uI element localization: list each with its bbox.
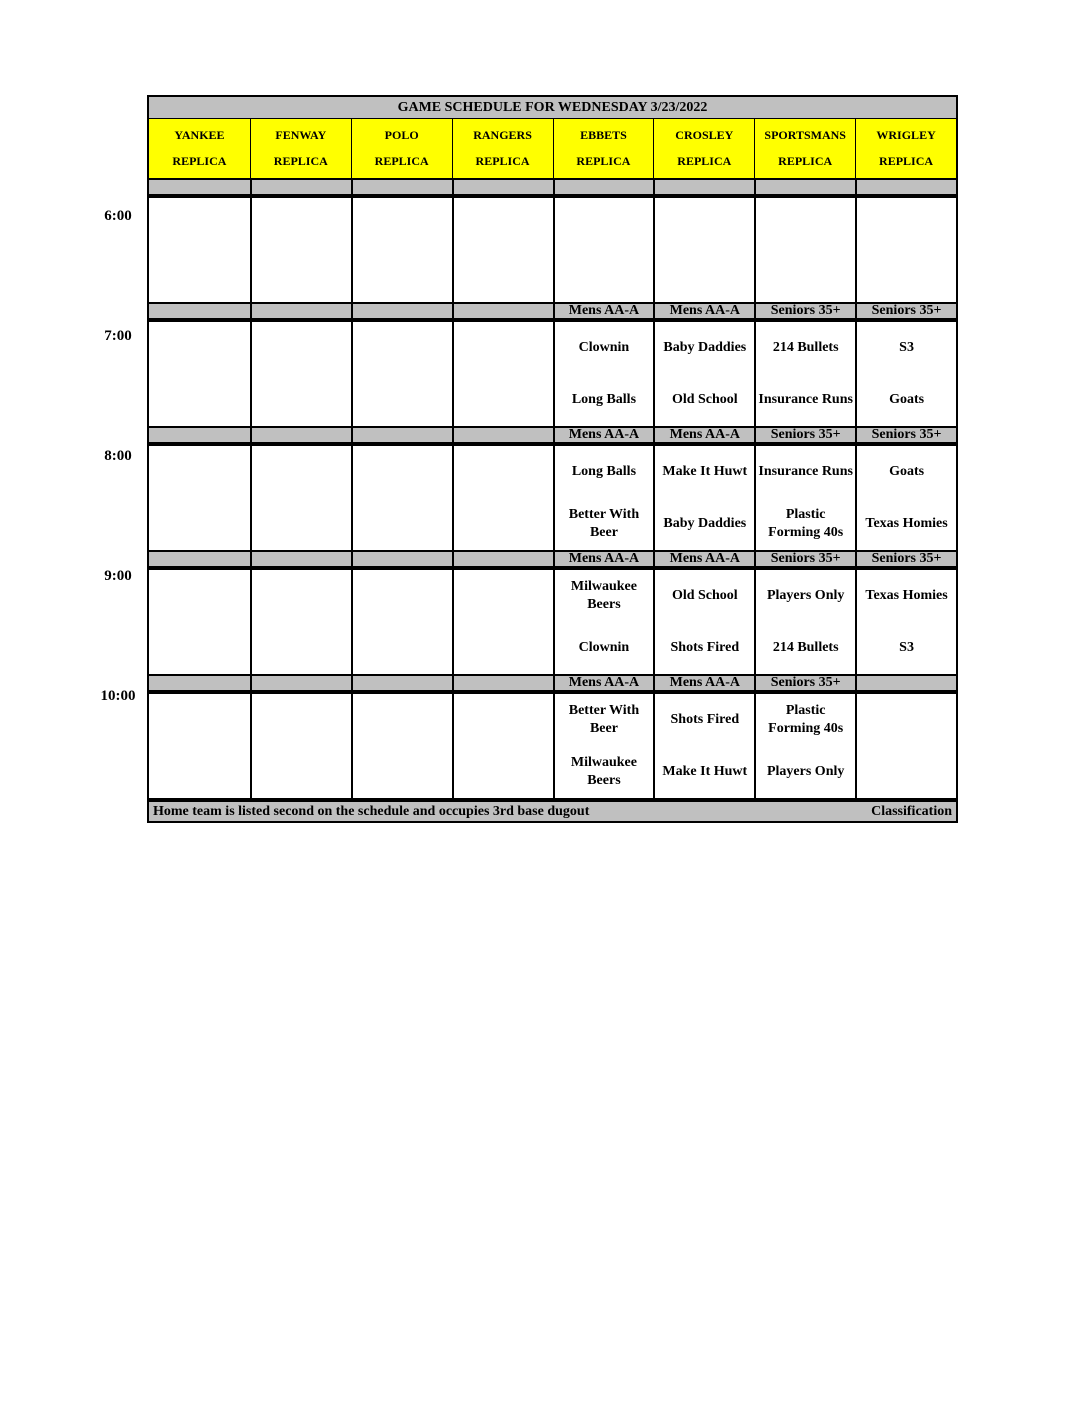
classification-cell: Mens AA-A <box>553 676 654 690</box>
visitor-team <box>252 322 351 374</box>
home-team <box>353 498 452 550</box>
home-team <box>353 746 452 798</box>
home-team <box>756 250 855 302</box>
visitor-team <box>149 322 250 374</box>
visitor-team <box>454 198 553 250</box>
game-cell <box>553 570 654 674</box>
game-cell <box>351 694 452 798</box>
classification-cell <box>452 180 553 194</box>
home-team <box>454 374 553 426</box>
field-type: REPLICA <box>879 153 934 168</box>
time-label: 6:00 <box>104 208 132 224</box>
time-label: 9:00 <box>104 568 132 584</box>
classification-cell <box>351 676 452 690</box>
field-header <box>653 119 754 178</box>
field-type: REPLICA <box>172 153 227 168</box>
visitor-team: Texas Homies <box>865 588 948 603</box>
field-type: REPLICA <box>677 153 732 168</box>
visitor-team <box>353 446 452 498</box>
game-cell <box>553 198 654 302</box>
visitor-team: Shots Fired <box>670 712 740 727</box>
game-cell <box>653 570 754 674</box>
game-cell <box>855 198 956 302</box>
classification-cell <box>250 428 351 442</box>
classification-cell <box>452 676 553 690</box>
time-slot-row <box>147 196 958 304</box>
classification-cell <box>553 180 654 194</box>
classification-cell: Seniors 35+ <box>754 428 855 442</box>
classification-cell: Mens AA-A <box>553 304 654 318</box>
field-name: POLO <box>384 128 419 143</box>
home-team <box>252 498 351 550</box>
game-cell <box>452 446 553 550</box>
home-team: Clownin <box>578 640 630 655</box>
game-cell <box>250 694 351 798</box>
game-cell <box>149 446 250 550</box>
field-header-row <box>147 118 958 180</box>
classification-cell <box>351 552 452 566</box>
visitor-team <box>149 198 250 250</box>
field-type: REPLICA <box>374 153 429 168</box>
field-header <box>855 119 956 178</box>
classification-cell <box>351 180 452 194</box>
time-label: 7:00 <box>104 328 132 344</box>
classification-cell <box>855 180 956 194</box>
home-team <box>149 498 250 550</box>
classification-row <box>147 304 958 320</box>
visitor-team: Old School <box>671 588 738 603</box>
field-header <box>452 119 553 178</box>
classification-cell: Seniors 35+ <box>855 552 956 566</box>
game-cell <box>149 694 250 798</box>
home-team: Long Balls <box>571 392 637 407</box>
game-cell <box>653 322 754 426</box>
field-name: EBBETS <box>580 128 627 143</box>
classification-cell: Mens AA-A <box>553 428 654 442</box>
home-team <box>454 746 553 798</box>
classification-legend: Classification <box>871 803 952 819</box>
visitor-team <box>857 198 956 250</box>
classification-cell <box>250 304 351 318</box>
home-team <box>353 250 452 302</box>
visitor-team: Better With Beer <box>568 703 640 736</box>
classification-cell <box>250 552 351 566</box>
home-team: Make It Huwt <box>662 764 748 779</box>
classification-cell <box>452 552 553 566</box>
classification-cell <box>250 180 351 194</box>
home-team: 214 Bullets <box>772 640 839 655</box>
game-cell <box>553 446 654 550</box>
visitor-team <box>655 198 754 250</box>
home-team <box>149 746 250 798</box>
game-cell <box>855 570 956 674</box>
home-team <box>252 374 351 426</box>
game-cell <box>250 322 351 426</box>
visitor-team <box>252 446 351 498</box>
classification-cell <box>754 180 855 194</box>
home-team: Baby Daddies <box>663 516 747 531</box>
field-header <box>754 119 855 178</box>
visitor-team <box>252 694 351 746</box>
home-team <box>252 746 351 798</box>
visitor-team: Baby Daddies <box>663 340 747 355</box>
game-cell <box>653 446 754 550</box>
visitor-team <box>252 570 351 622</box>
visitor-team <box>353 198 452 250</box>
game-cell <box>754 198 855 302</box>
classification-cell: Mens AA-A <box>653 428 754 442</box>
game-cell <box>351 570 452 674</box>
home-team <box>353 622 452 674</box>
game-cell <box>754 694 855 798</box>
home-team-note: Home team is listed second on the schedule and occupies 3rd base dugout <box>153 803 590 819</box>
visitor-team: Clownin <box>578 340 630 355</box>
classification-cell <box>149 428 250 442</box>
home-team <box>655 250 754 302</box>
game-cell <box>149 322 250 426</box>
home-team <box>454 250 553 302</box>
field-name: FENWAY <box>275 128 327 143</box>
field-name: SPORTSMANS <box>764 128 846 143</box>
classification-cell: Seniors 35+ <box>754 676 855 690</box>
home-team: Better With Beer <box>568 507 640 540</box>
home-team <box>353 374 452 426</box>
schedule-footer <box>147 800 958 823</box>
classification-cell <box>351 428 452 442</box>
visitor-team: Make It Huwt <box>662 464 748 479</box>
field-name: YANKEE <box>174 128 225 143</box>
home-team <box>454 622 553 674</box>
classification-cell <box>653 180 754 194</box>
home-team: Insurance Runs <box>758 392 853 407</box>
classification-cell <box>149 304 250 318</box>
classification-cell: Mens AA-A <box>653 304 754 318</box>
game-cell <box>855 322 956 426</box>
game-cell <box>754 446 855 550</box>
home-team <box>857 250 956 302</box>
classification-cell <box>452 428 553 442</box>
home-team: Goats <box>889 392 925 407</box>
visitor-team: Goats <box>889 464 925 479</box>
game-cell <box>452 694 553 798</box>
visitor-team <box>149 446 250 498</box>
field-header <box>553 119 654 178</box>
game-cell <box>754 322 855 426</box>
visitor-team: Milwaukee Beers <box>570 579 637 612</box>
time-slot-row <box>147 320 958 428</box>
time-label: 8:00 <box>104 448 132 464</box>
field-name: WRIGLEY <box>876 128 936 143</box>
time-slot-row <box>147 692 958 800</box>
field-header <box>351 119 452 178</box>
visitor-team <box>149 694 250 746</box>
home-team: Old School <box>671 392 738 407</box>
home-team: Shots Fired <box>670 640 740 655</box>
game-cell <box>351 198 452 302</box>
classification-cell <box>351 304 452 318</box>
field-header <box>250 119 351 178</box>
visitor-team <box>454 322 553 374</box>
game-cell <box>351 322 452 426</box>
field-name: RANGERS <box>473 128 532 143</box>
schedule-table <box>147 95 958 823</box>
classification-cell: Mens AA-A <box>653 552 754 566</box>
game-cell <box>452 322 553 426</box>
classification-cell: Seniors 35+ <box>754 304 855 318</box>
visitor-team <box>454 446 553 498</box>
visitor-team <box>454 570 553 622</box>
visitor-team: Insurance Runs <box>758 464 853 479</box>
visitor-team: S3 <box>899 340 914 355</box>
classification-cell: Mens AA-A <box>653 676 754 690</box>
visitor-team <box>756 198 855 250</box>
home-team <box>252 250 351 302</box>
classification-cell: Mens AA-A <box>553 552 654 566</box>
visitor-team: 214 Bullets <box>772 340 839 355</box>
game-cell <box>653 198 754 302</box>
field-header <box>149 119 250 178</box>
home-team: Players Only <box>766 764 845 779</box>
classification-row <box>147 428 958 444</box>
game-cell <box>855 446 956 550</box>
visitor-team <box>252 198 351 250</box>
home-team: S3 <box>899 640 914 655</box>
home-team <box>555 250 654 302</box>
home-team <box>857 746 956 798</box>
field-name: CROSLEY <box>675 128 734 143</box>
schedule-title: GAME SCHEDULE FOR WEDNESDAY 3/23/2022 <box>147 95 958 118</box>
classification-cell: Seniors 35+ <box>754 552 855 566</box>
home-team: Milwaukee Beers <box>570 755 637 788</box>
game-cell <box>250 446 351 550</box>
classification-cell <box>149 180 250 194</box>
classification-cell <box>149 552 250 566</box>
time-slot-row <box>147 568 958 676</box>
classification-cell: Seniors 35+ <box>855 428 956 442</box>
classification-cell: Seniors 35+ <box>855 304 956 318</box>
home-team <box>252 622 351 674</box>
home-team <box>149 622 250 674</box>
visitor-team <box>353 322 452 374</box>
visitor-team <box>555 198 654 250</box>
classification-row <box>147 552 958 568</box>
game-cell <box>149 198 250 302</box>
field-type: REPLICA <box>778 153 833 168</box>
game-cell <box>653 694 754 798</box>
field-type: REPLICA <box>475 153 530 168</box>
visitor-team: Players Only <box>766 588 845 603</box>
game-cell <box>452 198 553 302</box>
game-cell <box>855 694 956 798</box>
time-label: 10:00 <box>100 688 136 704</box>
home-team: Plastic Forming 40s <box>768 507 844 540</box>
game-cell <box>250 570 351 674</box>
visitor-team: Plastic Forming 40s <box>768 703 844 736</box>
game-cell <box>553 322 654 426</box>
game-cell <box>351 446 452 550</box>
field-type: REPLICA <box>576 153 631 168</box>
classification-row <box>147 676 958 692</box>
visitor-team <box>454 694 553 746</box>
classification-cell <box>855 676 956 690</box>
field-type: REPLICA <box>273 153 328 168</box>
game-cell <box>452 570 553 674</box>
game-cell <box>553 694 654 798</box>
game-cell <box>250 198 351 302</box>
home-team <box>149 374 250 426</box>
visitor-team <box>353 570 452 622</box>
visitor-team <box>149 570 250 622</box>
visitor-team <box>353 694 452 746</box>
classification-row <box>147 180 958 196</box>
home-team: Texas Homies <box>865 516 948 531</box>
game-cell <box>754 570 855 674</box>
classification-cell <box>149 676 250 690</box>
home-team <box>454 498 553 550</box>
classification-cell <box>452 304 553 318</box>
game-cell <box>149 570 250 674</box>
classification-cell <box>250 676 351 690</box>
time-slot-row <box>147 444 958 552</box>
visitor-team <box>857 694 956 746</box>
home-team <box>149 250 250 302</box>
visitor-team: Long Balls <box>571 464 637 479</box>
